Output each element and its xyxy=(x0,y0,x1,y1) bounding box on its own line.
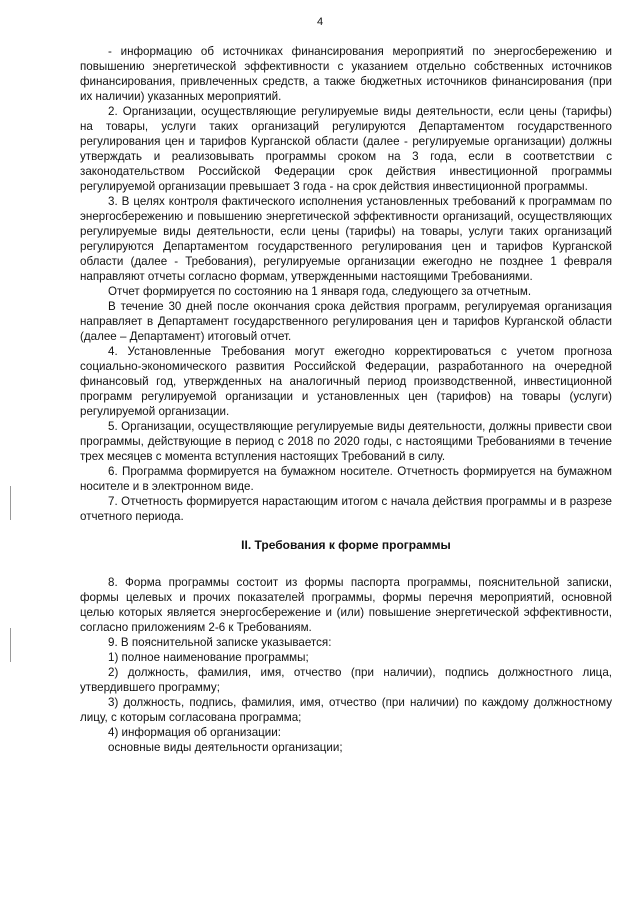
paragraph: основные виды деятельности организации; xyxy=(108,741,343,754)
scan-artifact-line xyxy=(10,486,11,520)
paragraph: - информацию об источниках финансирования мероприятий по энергосбережению и повышению энергетической эффективности с указанием отдельно собственных источников финансирования, привлеченных средств, а также бюджетных источников финансирования (при их наличии) указанных мероприятий. xyxy=(80,45,612,103)
document-body xyxy=(80,44,612,755)
paragraph: 2. Организации, осуществляющие регулируемые виды деятельности, если цены (тарифы) на товары, услуги таких организаций регулируются Департаментом государственного регулирования цен и тарифов Курганской области (далее - регулируемые организации) должны утверждать и реализовывать программы сроком на 3 года, если в соответствии с законодательством Российской Федерации срок действия инвестиционной программы регулируемой организации превышает 3 года - на срок действия инвестиционной программы. xyxy=(80,105,612,193)
paragraph: 5. Организации, осуществляющие регулируемые виды деятельности, должны привести свои программы, действующие в период с 2018 по 2020 годы, с настоящими Требованиями в течение трех месяцев с момента вступления настоящих Требований в силу. xyxy=(80,420,612,463)
section-1-body xyxy=(80,44,612,524)
scan-artifact-line xyxy=(10,628,11,662)
section-2-body xyxy=(80,575,612,755)
paragraph: 4) информация об организации: xyxy=(108,726,281,739)
paragraph: 9. В пояснительной записке указывается: xyxy=(108,636,332,649)
page-number: 4 xyxy=(316,16,324,28)
paragraph: 6. Программа формируется на бумажном носителе. Отчетность формируется на бумажном носителе и в электронном виде. xyxy=(80,465,612,493)
paragraph: 7. Отчетность формируется нарастающим итогом с начала действия программы и в разрезе отчетного периода. xyxy=(80,495,612,523)
paragraph: Отчет формируется по состоянию на 1 января года, следующего за отчетным. xyxy=(108,285,532,298)
paragraph: 2) должность, фамилия, имя, отчество (при наличии), подпись должностного лица, утвердившего программу; xyxy=(80,666,612,694)
paragraph: В течение 30 дней после окончания срока действия программ, регулируемая организация направляет в Департамент государственного регулирования цен и тарифов Курганской области (далее – Департамент) итоговый отчет. xyxy=(80,300,612,343)
paragraph: 4. Установленные Требования могут ежегодно корректироваться с учетом прогноза социально-экономического развития Российской Федерации, разработанного на очередной финансовый год, утвержденных на аналогичный период производственной, инвестиционной программ регулируемой организации и установленных цен (тарифов) на товары (услуги) регулируемой организации. xyxy=(80,345,612,418)
paragraph: 3. В целях контроля фактического исполнения установленных требований к программам по энергосбережению и повышению энергетической эффективности организаций, осуществляющих регулируемые виды деятельности, если цены (тарифы) на товары, услуги таких организаций регулируются Департаментом государственного регулирования цен и тарифов Курганской области (далее - Требования), регулируемые организации ежегодно не позднее 1 февраля направляют отчеты согласно формам, утвержденными настоящими Требованиями. xyxy=(80,195,612,283)
section-heading: II. Требования к форме программы xyxy=(241,538,451,552)
paragraph: 1) полное наименование программы; xyxy=(108,651,309,664)
paragraph: 3) должность, подпись, фамилия, имя, отчество (при наличии) по каждому должностному лицу, с которым согласована программа; xyxy=(80,696,612,724)
paragraph: 8. Форма программы состоит из формы паспорта программы, пояснительной записки, формы целевых и прочих показателей программы, формы перечня мероприятий, основной целью которых является энергосбережение и (или) повышение энергетической эффективности, согласно приложениям 2-6 к Требованиям. xyxy=(80,576,612,634)
